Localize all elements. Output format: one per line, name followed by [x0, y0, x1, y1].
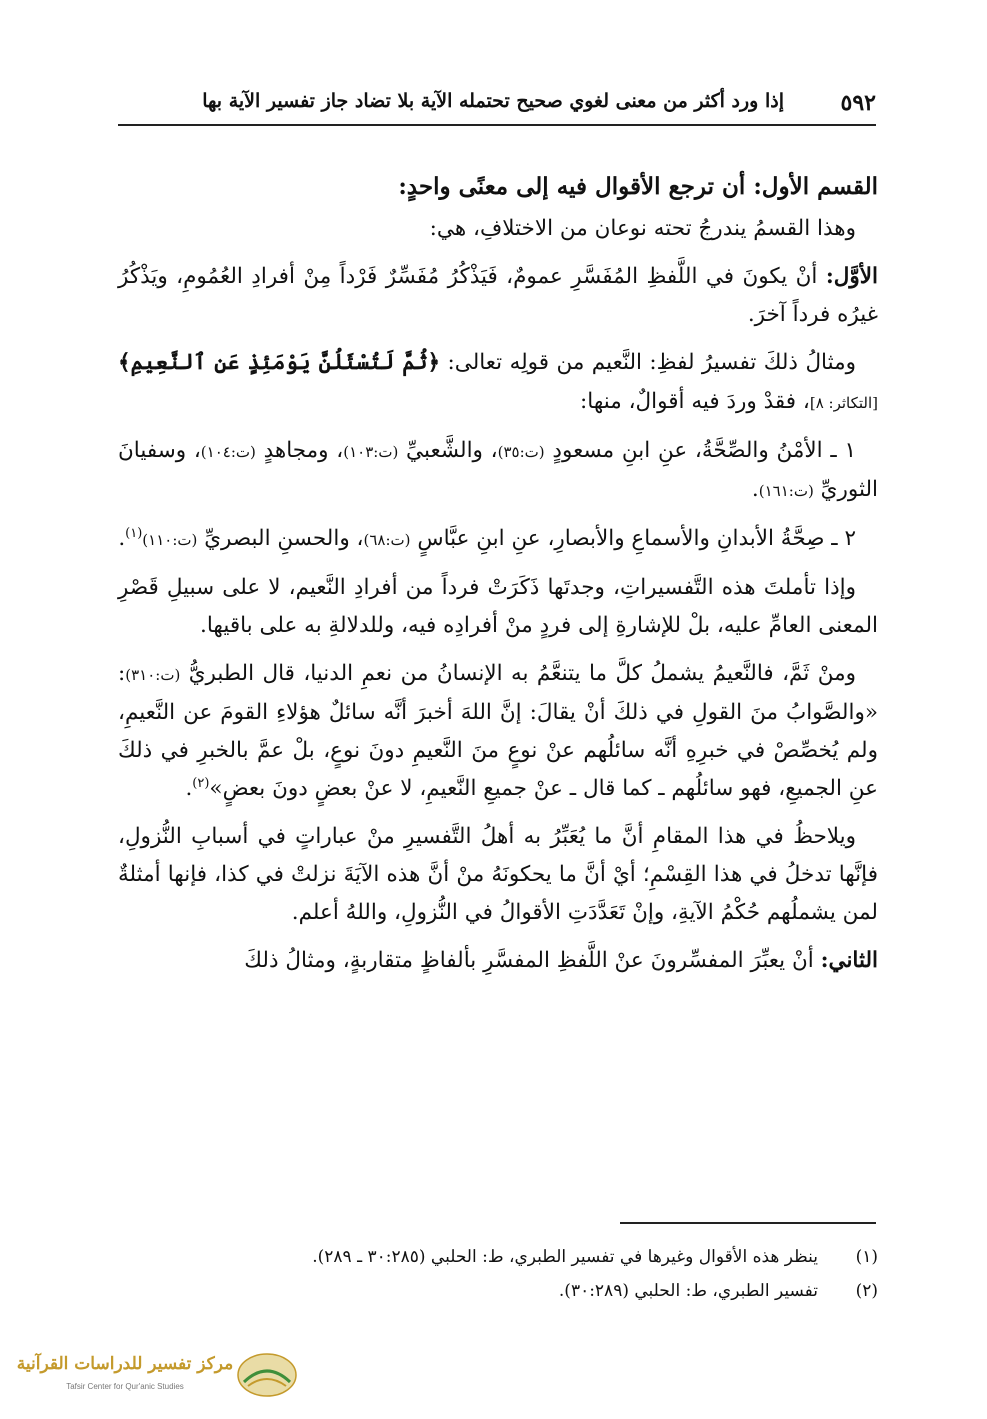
tabari-pre: ومنْ ثَمَّ، فالنَّعيمُ يشملُ كلَّ ما يتنعَّمُ به الإنسانُ من نعمِ الدنيا، قال الطبريُّ	[180, 661, 856, 686]
publisher-logo	[14, 1352, 304, 1400]
paragraph-revelation-causes: ويلاحظُ في هذا المقامِ أنَّ ما يُعَبِّرُ به أهلُ التَّفسيرِ منْ عباراتٍ في أسبابِ النُّزولِ، فإنَّها تدخلُ في هذا القِسْمِ؛ أيْ أنَّ ما يحكونَهُ منْ أنَّ هذه الآيَةَ نزلتْ في كذا، فإنها أمثلةٌ لمن يشملُهم حُكْمُ الآيةِ، وإنْ تَعَدَّدَتِ الأقوالُ في النُّزولِ، واللهُ أعلم.	[118, 824, 878, 925]
footnotes	[118, 1240, 878, 1308]
logo-english-text: Tafsir Center for Qur'anic Studies	[66, 1382, 184, 1391]
footnote-number: (١)	[855, 1247, 878, 1267]
death-date: (ت:٣١٠)	[125, 666, 181, 684]
death-date: (ت:٣٥)	[497, 443, 545, 461]
paragraph-example	[118, 344, 878, 422]
item1-text: .	[751, 477, 759, 502]
second-type-label: الثاني:	[820, 948, 878, 973]
list-item-2	[118, 520, 878, 559]
paragraph-tabari-quote	[118, 655, 878, 808]
paragraph-intro: وهذا القسمُ يندرجُ تحته نوعان من الاختلافِ، هي:	[429, 216, 856, 241]
death-date: (ت:١٦١)	[758, 482, 814, 500]
footnote-text: ينظر هذه الأقوال وغيرها في تفسير الطبري، ط: الحلبي (٣٠:٢٨٥ ـ ٢٨٩).	[312, 1247, 818, 1267]
first-type-label: الأوَّل:	[825, 264, 878, 289]
paragraph-first-type	[118, 258, 878, 334]
example-pre: ومثالُ ذلكَ تفسيرُ لفظِ: النَّعيم من قولِه تعالى:	[440, 350, 856, 375]
page-number: ٥٩٢	[840, 90, 876, 116]
death-date: (ت:١٠٤)	[200, 443, 256, 461]
page-header	[118, 82, 876, 122]
footnote-text: تفسير الطبري، ط: الحلبي (٣٠:٢٨٩).	[558, 1281, 818, 1301]
example-post: ، فقدْ وردَ فيه أقوالٌ، منها:	[580, 389, 810, 414]
item1-text: ، ومجاهدٍ	[255, 438, 344, 463]
footnote-rule	[620, 1222, 876, 1224]
first-type-text: أنْ يكونَ في اللَّفظِ المُفَسَّرِ عمومٌ، فَيَذْكُرُ مُفَسِّرٌ فَرْداً مِنْ أفرادِ العُمُومِ، ويَذْكُرُ غيرُه فرداً آخرَ.	[118, 264, 878, 327]
header-rule	[118, 124, 876, 126]
item2-text: ، والحسنِ البصريِّ	[197, 526, 364, 551]
footnote-ref-2[interactable]: (٢)	[192, 775, 210, 791]
tabari-end: .	[185, 776, 193, 801]
running-title: إذا ورد أكثر من معنى لغوي صحيح تحتمله الآية بلا تضاد جاز تفسير الآية بها	[202, 90, 784, 112]
paragraph-second-type	[118, 942, 878, 980]
footnote-number: (٢)	[855, 1281, 878, 1301]
item2-text: .	[118, 526, 126, 551]
logo-arabic-text: مركز تفسير للدراسات القرآنية	[16, 1354, 234, 1374]
second-type-text: أنْ يعبِّرَ المفسِّرونَ عنْ اللَّفظِ المفسَّرِ بألفاظٍ متقاربةٍ، ومثالُ ذلكَ	[244, 948, 821, 973]
item1-text: ، وسفيانَ الثوريِّ	[118, 438, 878, 502]
tafsir-emblem-icon	[236, 1352, 298, 1398]
verse-reference: [التكاثر: ٨]	[809, 394, 878, 412]
death-date: (ت:١٠٣)	[343, 443, 399, 461]
death-date: (ت:١١٠)	[142, 531, 198, 549]
quran-verse: ﴿ثُمَّ لَتُسْئَلُنَّ يَوْمَئِذٍ عَنِ ٱلنَّعِيمِ﴾	[118, 350, 441, 375]
item2-text: ٢ ـ صِحَّةُ الأبدانِ والأسماعِ والأبصارِ، عنِ ابنِ عبَّاسٍ	[410, 526, 856, 551]
item1-text: ، والشَّعبيِّ	[398, 438, 498, 463]
item1-text: ١ ـ الأمْنُ والصِّحَّةُ، عنِ ابنِ مسعودٍ	[544, 438, 857, 463]
footnote-ref-1[interactable]: (١)	[125, 525, 143, 541]
main-text	[118, 168, 878, 990]
paragraph-reflection: وإذا تأملتَ هذه التَّفسيراتِ، وجدتَها ذَكَرَتْ فرداً من أفرادِ النَّعيم، لا على سبيلِ قَصْرِ المعنى العامِّ عليه، بلْ للإشارةِ إلى فردٍ منْ أفرادِه فيه، وللدلالةِ به على باقيها.	[118, 575, 878, 638]
death-date: (ت:٦٨)	[363, 531, 411, 549]
tabari-quote: : «والصَّوابُ منَ القولِ في ذلكَ أنْ يقالَ: إنَّ اللهَ أخبرَ أنَّه سائلٌ هؤلاءِ القومَ عن النَّعيمِ، ولم يُخصِّصْ في خبرِهِ أنَّه سائلُهم عنْ نوعٍ منَ النَّعيمِ دونَ نوعٍ، بلْ عمَّ بالخبرِ في ذلكَ عنِ الجميعِ، فهو سائلُهم ـ كما قال ـ عنْ جميعِ النَّعيمِ، لا عنْ بعضٍ دونَ بعضٍ»	[118, 661, 878, 801]
section-heading: القسم الأول: أن ترجع الأقوال فيه إلى معنًى واحدٍ:	[398, 173, 878, 200]
list-item-1	[118, 432, 878, 510]
footnote-2	[118, 1274, 878, 1308]
footnote-1	[118, 1240, 878, 1274]
